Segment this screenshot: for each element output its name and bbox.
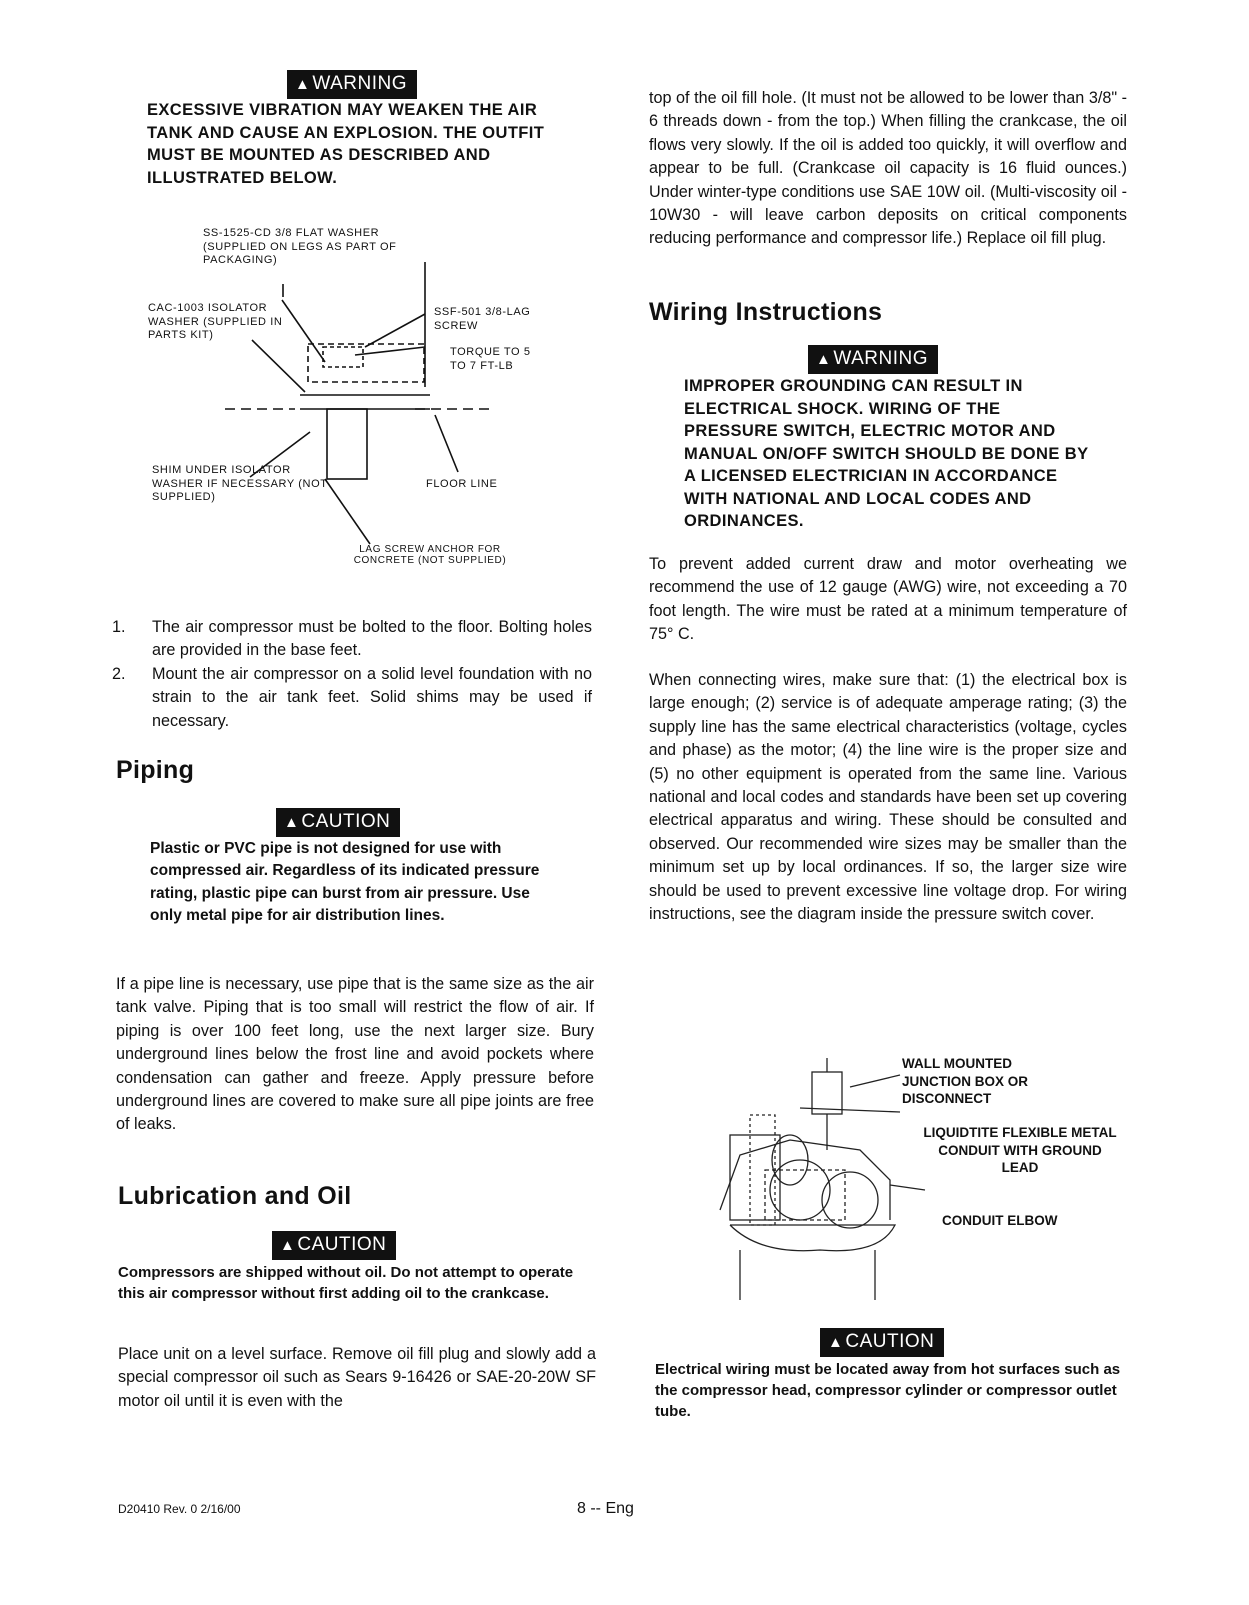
isolator-washer-label: CAC-1003 ISOLATOR WASHER (SUPPLIED IN PARTS KIT): [148, 302, 283, 341]
hot-surface-caution: Electrical wiring must be located away from hot surfaces such as the compressor head, compressor cylinder or compressor outlet tube.: [655, 1361, 1121, 1420]
lubrication-heading: Lubrication and Oil: [118, 1182, 352, 1210]
document-id: D20410 Rev. 0 2/16/00: [118, 1502, 241, 1516]
flexible-conduit-label: LIQUIDTITE FLEXIBLE METAL CONDUIT WITH GROUND LEAD: [923, 1125, 1117, 1175]
anchor-label: LAG SCREW ANCHOR FOR CONCRETE (NOT SUPPLIED): [353, 544, 507, 566]
page-number: 8 -- Eng: [577, 1500, 634, 1517]
mounting-diagram-drawing: [140, 222, 580, 582]
floor-line-label: FLOOR LINE: [426, 478, 498, 490]
lubrication-caution-text: Compressors are shipped without oil. Do not attempt to operate this air compressor without first adding oil to the crankcase.: [118, 1264, 574, 1302]
warning-triangle-icon: ▲: [284, 814, 300, 831]
flat-washer-label: SS-1525-CD 3/8 FLAT WASHER (SUPPLIED ON LEGS AS PART OF PACKAGING): [203, 227, 397, 266]
piping-caution-text: Plastic or PVC pipe is not designed for use with compressed air. Regardless of its indicated pressure rating, plastic pipe can burst from air pressure. Use only metal pipe for air distribution lines.: [150, 840, 540, 925]
warning-badge: ▲ WARNING: [287, 70, 417, 99]
wiring-paragraph-1: To prevent added current draw and motor overheating we recommend the use of 12 gauge (AWG) wire, not exceeding a 70 foot length. The wire must be rated at a minimum temperature of 75° C.: [649, 555, 1127, 644]
list-item: 1. The air compressor must be bolted to the floor. Bolting holes are provided in the base feet.: [112, 618, 592, 660]
lag-screw-label: SSF-501 3/8-LAG SCREW: [434, 306, 531, 332]
wiring-diagram: [710, 1040, 1130, 1300]
warning-triangle-icon: ▲: [280, 1237, 296, 1254]
lubrication-body: Place unit on a level surface. Remove oil fill plug and slowly add a special compressor oil such as Sears 9-16426 or SAE-20-20W SF motor oil until it is even with the: [118, 1345, 596, 1410]
warning-triangle-icon: ▲: [816, 351, 832, 368]
warning-triangle-icon: ▲: [295, 76, 311, 93]
shim-label: SHIM UNDER ISOLATOR WASHER IF NECESSARY (NOT SUPPLIED): [152, 464, 328, 503]
grounding-warning: IMPROPER GROUNDING CAN RESULT IN ELECTRICAL SHOCK. WIRING OF THE PRESSURE SWITCH, ELECTRIC MOTOR AND MANUAL ON/OFF SWITCH SHOULD BE DONE BY A LICENSED ELECTRICIAN IN ACCORDANCE WITH NATIONAL AND LOCAL CODES AND ORDINANCES.: [684, 377, 1089, 530]
wiring-paragraph-2: When connecting wires, make sure that: (1) the electrical box is large enough; (2) service is of adequate amperage rating; (3) the supply line has the same electrical characteristics (voltage, cycles and phase) as the motor; (4) the line wire is the proper size and (5) no other equipment is operated from the same line. Various national and local codes and standards have been set up covering electrical apparatus and wiring. These should be consulted and observed. Our recommended wire sizes may be smaller than the minimum set up by local ordinances. If so, the larger size wire should be used to prevent excessive line voltage drop. For wiring instructions, see the diagram inside the pressure switch cover.: [649, 671, 1127, 924]
mounting-diagram: [140, 222, 580, 582]
list-item: 2. Mount the air compressor on a solid level foundation with no strain to the air tank feet. Solid shims may be used if necessary.: [112, 665, 592, 730]
conduit-elbow-label: CONDUIT ELBOW: [942, 1213, 1058, 1228]
warning-triangle-icon: ▲: [828, 1334, 844, 1351]
junction-box-label: WALL MOUNTED JUNCTION BOX OR DISCONNECT: [902, 1056, 1029, 1106]
piping-caution-badge: ▲ CAUTION: [276, 808, 400, 837]
vibration-warning: EXCESSIVE VIBRATION MAY WEAKEN THE AIR TANK AND CAUSE AN EXPLOSION. THE OUTFIT MUST BE MOUNTED AS DESCRIBED AND ILLUSTRATED BELOW.: [147, 101, 545, 187]
oil-fill-body: top of the oil fill hole. (It must not be allowed to be lower than 3/8" - 6 threads down - from the top.) When filling the crankcase, the oil flows very slowly. If the oil is added too quickly, it will overflow and appear to be full. (Crankcase oil capacity is 16 fluid ounces.) Under winter-type conditions use SAE 10W oil. (Multi-viscosity oil - 10W30 - will leave carbon deposits on critical components reducing performance and compressor life.) Replace oil fill plug.: [649, 89, 1127, 248]
piping-heading: Piping: [116, 756, 195, 784]
wiring-caution-badge: ▲ CAUTION: [820, 1328, 944, 1357]
wiring-heading: Wiring Instructions: [649, 298, 883, 326]
lubrication-caution-badge: ▲ CAUTION: [272, 1231, 396, 1260]
piping-body: If a pipe line is necessary, use pipe that is the same size as the air tank valve. Piping that is too small will restrict the flow of air. If piping is over 100 feet long, use the next larger size. Bury underground lines below the frost line and avoid pockets where condensation can gather and freeze. Apply pressure before underground lines are covered to make sure all pipe joints are free of leaks.: [116, 975, 594, 1134]
torque-label: TORQUE TO 5 TO 7 FT-LB: [450, 346, 531, 372]
wiring-warning-badge: ▲ WARNING: [808, 345, 938, 374]
